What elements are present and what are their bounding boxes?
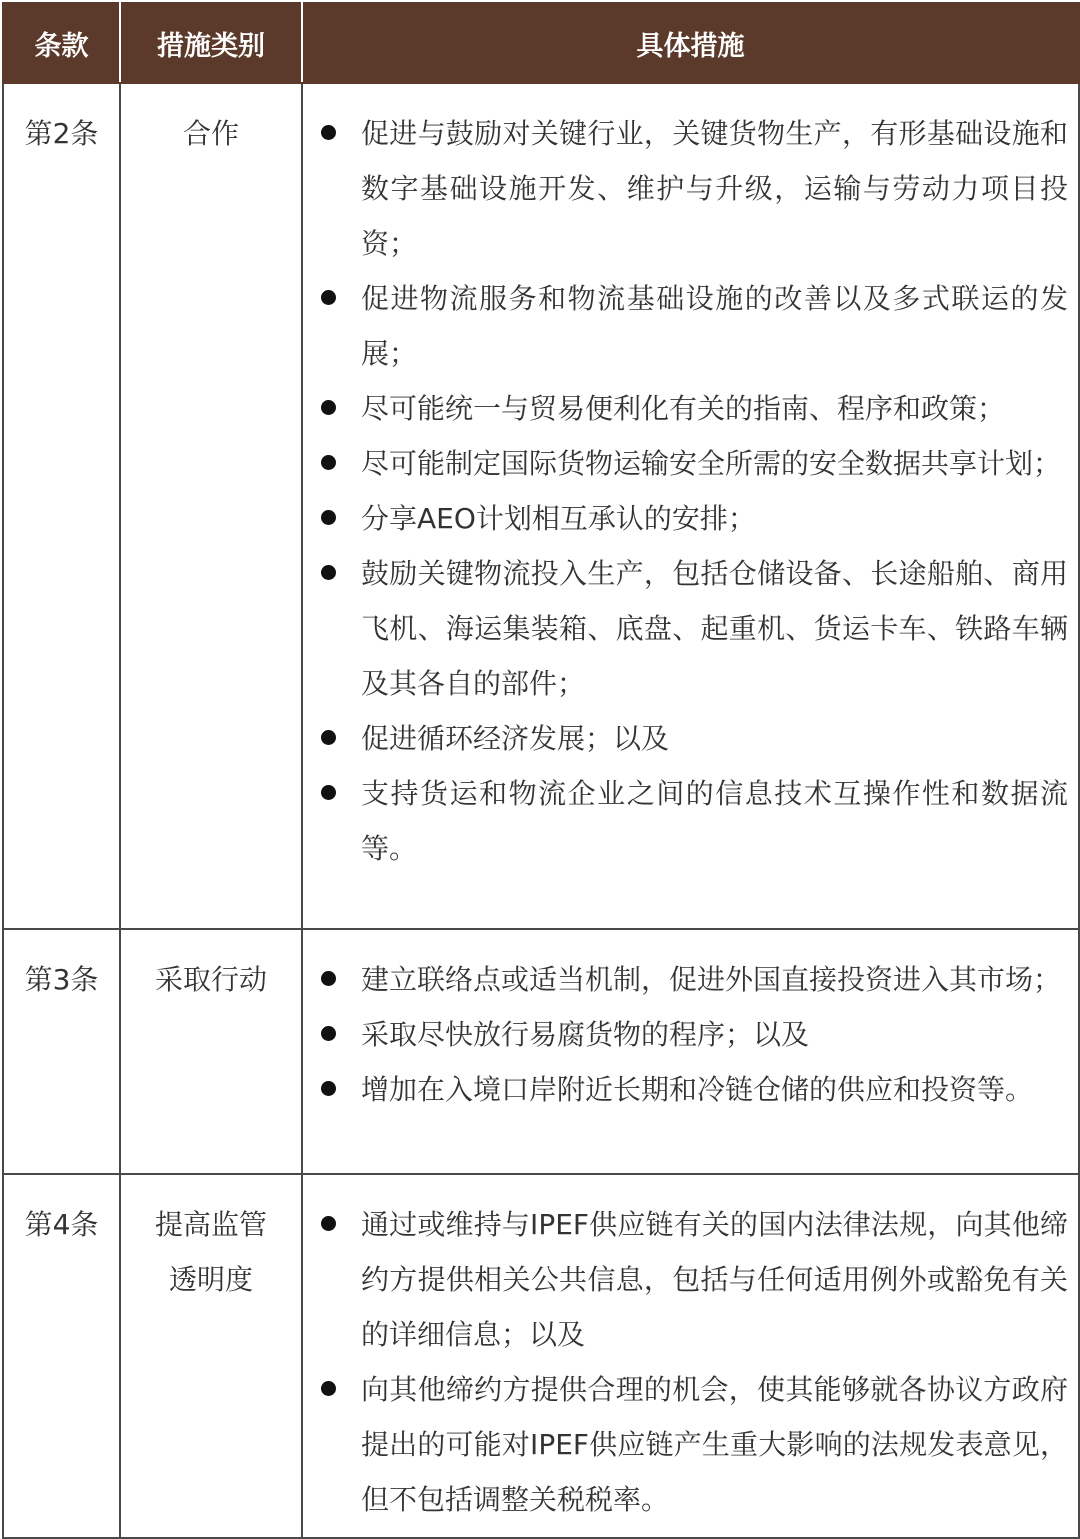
list-item	[317, 1007, 1068, 1062]
measure-text: 尽可能统一与贸易便利化有关的指南、程序和政策；	[361, 392, 1006, 425]
category-cell	[120, 83, 302, 929]
clause-cell: 第2条	[3, 83, 120, 929]
table-row	[3, 83, 1079, 929]
bullet-icon	[321, 400, 336, 415]
bullet-icon	[321, 125, 336, 140]
measure-text: 分享AEO计划相互承认的安排；	[361, 502, 756, 535]
measure-text: 通过或维持与IPEF供应链有关的国内法律法规，向其他缔约方提供相关公共信息，包括与任何适用例外或豁免有关的详细信息；以及	[361, 1208, 1068, 1351]
measure-text: 建立联络点或适当机制，促进外国直接投资进入其市场；	[361, 963, 1062, 996]
measures-cell	[302, 929, 1079, 1174]
clause-cell: 第4条	[3, 1174, 120, 1538]
measure-list	[317, 952, 1068, 1117]
header-measures: 具体措施	[302, 3, 1079, 83]
bullet-icon	[321, 971, 336, 986]
bullet-icon	[321, 1026, 336, 1041]
category-label: 采取行动	[154, 963, 267, 996]
measure-text: 向其他缔约方提供合理的机会，使其能够就各协议方政府提出的可能对IPEF供应链产生重大影响的法规发表意见，但不包括调整关税税率。	[361, 1373, 1068, 1516]
measure-text: 促进与鼓励对关键行业，关键货物生产，有形基础设施和数字基础设施开发、维护与升级，运输与劳动力项目投资；	[361, 117, 1068, 260]
measure-text: 采取尽快放行易腐货物的程序；以及	[361, 1018, 810, 1051]
measures-table	[2, 2, 1080, 1539]
header-clause: 条款	[3, 3, 120, 83]
list-item	[317, 766, 1068, 876]
bullet-icon	[321, 1381, 336, 1396]
header-category: 措施类别	[120, 3, 302, 83]
measure-text: 尽可能制定国际货物运输安全所需的安全数据共享计划；	[361, 447, 1062, 480]
list-item	[317, 106, 1068, 271]
list-item	[317, 952, 1068, 1007]
list-item	[317, 1062, 1068, 1117]
measure-text: 促进物流服务和物流基础设施的改善以及多式联运的发展；	[361, 282, 1068, 370]
bullet-icon	[321, 1216, 336, 1231]
category-label: 透明度	[168, 1263, 253, 1296]
list-item	[317, 381, 1068, 436]
category-cell	[120, 1174, 302, 1538]
bullet-icon	[321, 730, 336, 745]
list-item	[317, 711, 1068, 766]
bullet-icon	[321, 1081, 336, 1096]
measures-table-container	[2, 2, 1078, 1529]
measure-list	[317, 1197, 1068, 1527]
measure-text: 增加在入境口岸附近长期和冷链仓储的供应和投资等。	[361, 1073, 1034, 1106]
clause-cell: 第3条	[3, 929, 120, 1174]
measures-cell	[302, 1174, 1079, 1538]
measure-text: 支持货运和物流企业之间的信息技术互操作性和数据流等。	[361, 777, 1068, 865]
category-label: 提高监管	[154, 1208, 267, 1241]
measure-text: 促进循环经济发展；以及	[361, 722, 670, 755]
table-header-row	[3, 3, 1079, 83]
category-cell	[120, 929, 302, 1174]
list-item	[317, 436, 1068, 491]
measure-text: 鼓励关键物流投入生产，包括仓储设备、长途船舶、商用飞机、海运集装箱、底盘、起重机、货运卡车、铁路车辆及其各自的部件；	[361, 557, 1068, 700]
bullet-icon	[321, 455, 336, 470]
list-item	[317, 1362, 1068, 1527]
list-item	[317, 491, 1068, 546]
list-item	[317, 1197, 1068, 1362]
bullet-icon	[321, 290, 336, 305]
list-item	[317, 271, 1068, 381]
table-row	[3, 929, 1079, 1174]
measures-cell	[302, 83, 1079, 929]
bullet-icon	[321, 565, 336, 580]
bullet-icon	[321, 785, 336, 800]
table-row	[3, 1174, 1079, 1538]
list-item	[317, 546, 1068, 711]
bullet-icon	[321, 510, 336, 525]
category-label: 合作	[182, 117, 239, 150]
measure-list	[317, 106, 1068, 876]
